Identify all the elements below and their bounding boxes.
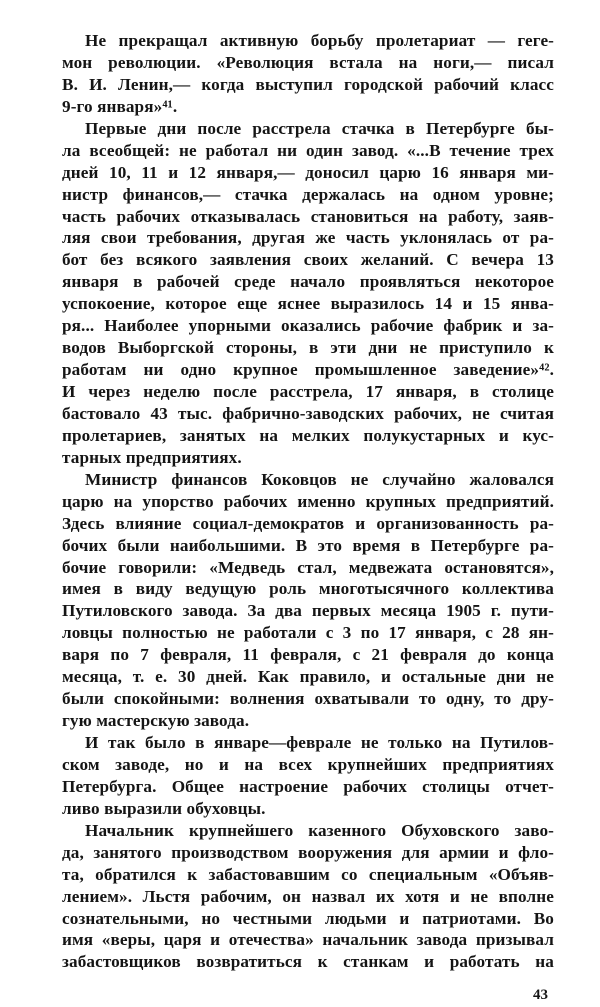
text-line: забастовщиков возвратиться к станкам и работать на (62, 952, 554, 972)
text-line: дней 10, 11 и 12 января,— доносил царю 16 января ми- (62, 162, 554, 182)
text-line: ском заводе, но и на всех крупнейших предприятиях (62, 754, 554, 774)
page-body (62, 30, 554, 973)
text-line: Не прекращал активную борьбу пролетариат — геге- (85, 31, 554, 50)
text-line: бочих были наибольшими. В это время в Петербурге ра- (62, 535, 554, 555)
text-line: ливо выразили обуховцы. (62, 798, 266, 818)
text-line: 9-го января»⁴¹. (62, 96, 178, 116)
text-line: успокоение, которое еще яснее выразилось 14 и 15 янва- (62, 294, 554, 314)
text-line: И так было в январе—феврале не только на Путилов- (85, 733, 554, 752)
text-line: были спокойными: волнения охватывали то одну, то дру- (62, 689, 554, 709)
text-line: И через неделю после расстрела, 17 января, в столице (62, 382, 554, 401)
text-line: царю на упорство рабочих именно крупных предприятий. (62, 491, 554, 511)
text-line: Петербурга. Общее настроение рабочих столицы отчет- (62, 776, 554, 796)
text-line: В. И. Ленин,— когда выступил городской рабочий класс (62, 74, 554, 94)
text-line: мон революции. «Революция встала на ноги,— писал (62, 52, 554, 72)
text-line: Министр финансов Коковцов не случайно жаловался (85, 469, 554, 489)
text-line: да, занятого производством вооружения для армии и фло- (62, 842, 554, 862)
paragraph (62, 820, 554, 974)
paragraph (62, 118, 554, 469)
text-line: лением». Льстя рабочим, он назвал их хотя и не вполне (62, 886, 554, 906)
text-line: сознательными, но честными людьми и патриотами. Во (62, 908, 554, 928)
text-line: месяца, т. е. 30 дней. Как правило, и остальные дни не (62, 667, 554, 687)
paragraph (62, 469, 554, 732)
text-line: та, обратился к забастовавшим со специальным «Объяв- (62, 864, 554, 884)
text-line: Здесь влияние социал-демократов и организованность ра- (62, 513, 554, 533)
text-line: ловцы полностью не работали с 3 по 17 января, с 28 ян- (62, 623, 554, 643)
text-line: варя по 7 февраля, 11 февраля, с 21 февраля до конца (62, 645, 554, 665)
text-line: нистр финансов,— стачка держалась на одном уровне; (62, 184, 554, 204)
paragraph (62, 30, 554, 118)
text-line: бастовало 43 тыс. фабрично-заводских рабочих, не считая (62, 403, 554, 423)
text-line: работам ни одно крупное промышленное заведение»⁴². (62, 360, 554, 380)
text-line: имя «веры, царя и отечества» начальник завода призывал (62, 930, 554, 950)
text-line: Начальник крупнейшего казенного Обуховского заво- (85, 820, 554, 840)
text-line: Путиловского завода. За два первых месяца 1905 г. пути- (62, 601, 554, 621)
paragraph (62, 732, 554, 820)
text-line: гую мастерскую завода. (62, 711, 250, 731)
text-line: пролетариев, занятых на мелких полукустарных и кус- (62, 425, 554, 445)
text-line: имея в виду ведущую роль многотысячного коллектива (62, 579, 554, 599)
text-line: водов Выборгской стороны, в эти дни не приступило к (62, 338, 554, 358)
text-line: ла всеобщей: не работал ни один завод. «...В течение трех (62, 140, 554, 160)
text-line: бот без всякого заявления своих желаний. С вечера 13 (62, 250, 554, 270)
text-line: тарных предприятиях. (62, 447, 242, 467)
text-line: января в рабочей среде начало проявляться некоторое (62, 272, 554, 292)
text-line: ря... Наиболее упорными оказались рабочие фабрик и за- (62, 316, 554, 336)
text-line: часть рабочих отказывалась становиться на работу, заяв- (62, 206, 554, 226)
text-line: ляя свои требования, другая же часть уклонялась от ра- (62, 228, 554, 248)
text-line: бочие говорили: «Медведь стал, медвежата остановятся», (62, 557, 554, 577)
text-line: Первые дни после расстрела стачка в Петербурге бы- (85, 118, 554, 138)
page-number: 43 (533, 987, 548, 1003)
